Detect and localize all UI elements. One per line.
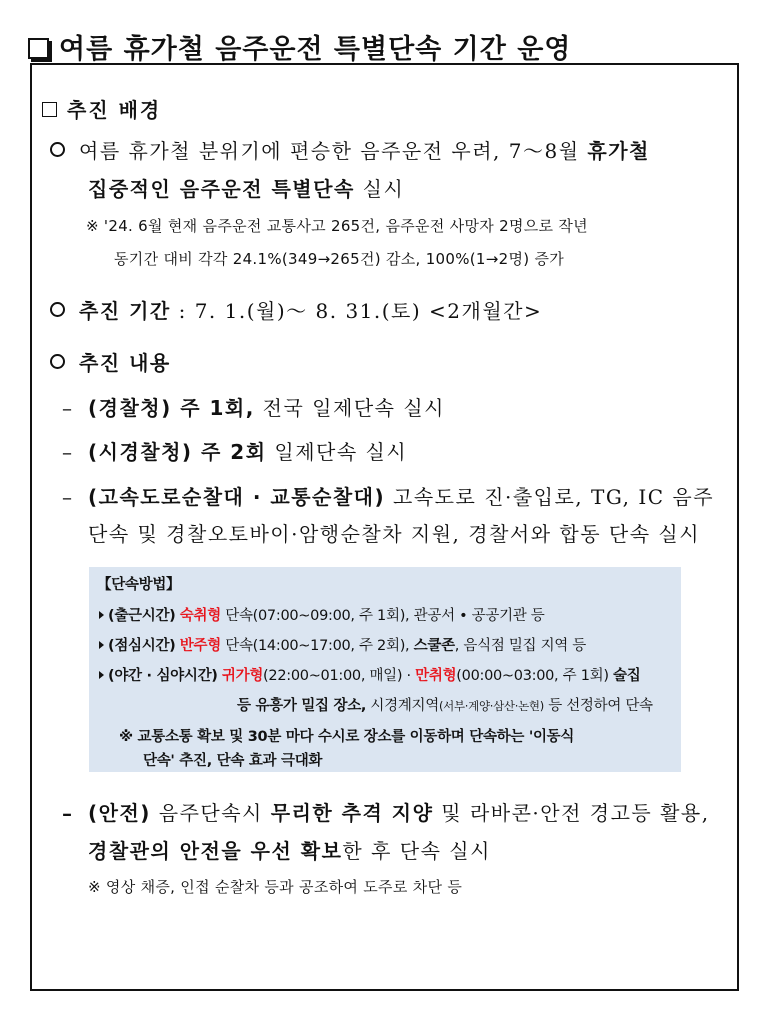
content-item-2: – (시경찰청) 주 2회 일제단속 실시 — [62, 440, 408, 464]
method-note-line1: ※ 교통소통 확보 및 30분 마다 수시로 장소를 이동하며 단속하는 '이동식 — [119, 729, 575, 745]
safety-line1: – (안전) 음주단속시 무리한 추격 지양 및 라바콘·안전 경고등 활용, — [62, 801, 710, 825]
method-row-night: (야간 · 심야시간) 귀가형(22:00~01:00, 매일) · 만취형(00:00~03:00, 주 1회) 술집 — [99, 664, 640, 685]
triangle-bullet-icon — [99, 671, 104, 679]
method-row-night-continued: 등 유흥가 밀집 장소, 시경계지역(서부·계양·삼산·논현) 등 선정하여 단속 — [237, 698, 653, 714]
page-title: 여름 휴가철 음주운전 특별단속 기간 운영 — [28, 27, 571, 66]
triangle-bullet-icon — [99, 641, 104, 649]
method-note-line2: 단속' 추진, 단속 효과 극대화 — [143, 753, 323, 769]
method-heading: 【단속방법】 — [97, 577, 181, 593]
background-note-line2: 동기간 대비 각각 24.1%(349→265건) 감소, 100%(1→2명) 증가 — [114, 250, 565, 268]
section-heading-background: 추진 배경 — [42, 94, 161, 123]
circle-bullet-icon — [50, 302, 65, 317]
circle-bullet-icon — [50, 142, 65, 157]
background-point-line1: 여름 휴가철 분위기에 편승한 음주운전 우려, 7～8월 휴가철 — [50, 135, 650, 164]
content-item-3: – (고속도로순찰대 · 교통순찰대) 고속도로 진·출입로, TG, IC 음주 — [62, 485, 715, 509]
checkbox-square-icon — [28, 38, 49, 59]
content-item-1: – (경찰청) 주 1회, 전국 일제단속 실시 — [62, 396, 445, 420]
method-row-lunch: (점심시간) 반주형 단속(14:00~17:00, 주 2회), 스쿨존, 음식점 밀집 지역 등 — [99, 634, 586, 655]
triangle-bullet-icon — [99, 611, 104, 619]
enforcement-method-box — [89, 567, 681, 772]
period-line: 추진 기간 : 7. 1.(월)～ 8. 31.(토) <2개월간> — [50, 295, 542, 324]
circle-bullet-icon — [50, 354, 65, 369]
square-bullet-icon — [42, 102, 57, 117]
section-heading-content: 추진 내용 — [50, 347, 171, 376]
background-point-line2: 집중적인 음주운전 특별단속 실시 — [88, 177, 405, 201]
method-row-commute: (출근시간) 숙취형 단속(07:00~09:00, 주 1회), 관공서 • 공공기관 등 — [99, 604, 545, 625]
safety-note: ※ 영상 채증, 인접 순찰차 등과 공조하여 도주로 차단 등 — [88, 878, 463, 896]
content-item-3-continued: 단속 및 경찰오토바이·암행순찰차 지원, 경찰서와 합동 단속 실시 — [88, 522, 701, 546]
safety-line2: 경찰관의 안전을 우선 확보한 후 단속 실시 — [88, 839, 491, 863]
background-note-line1: ※ '24. 6월 현재 음주운전 교통사고 265건, 음주운전 사망자 2명으로 작년 — [86, 217, 588, 235]
